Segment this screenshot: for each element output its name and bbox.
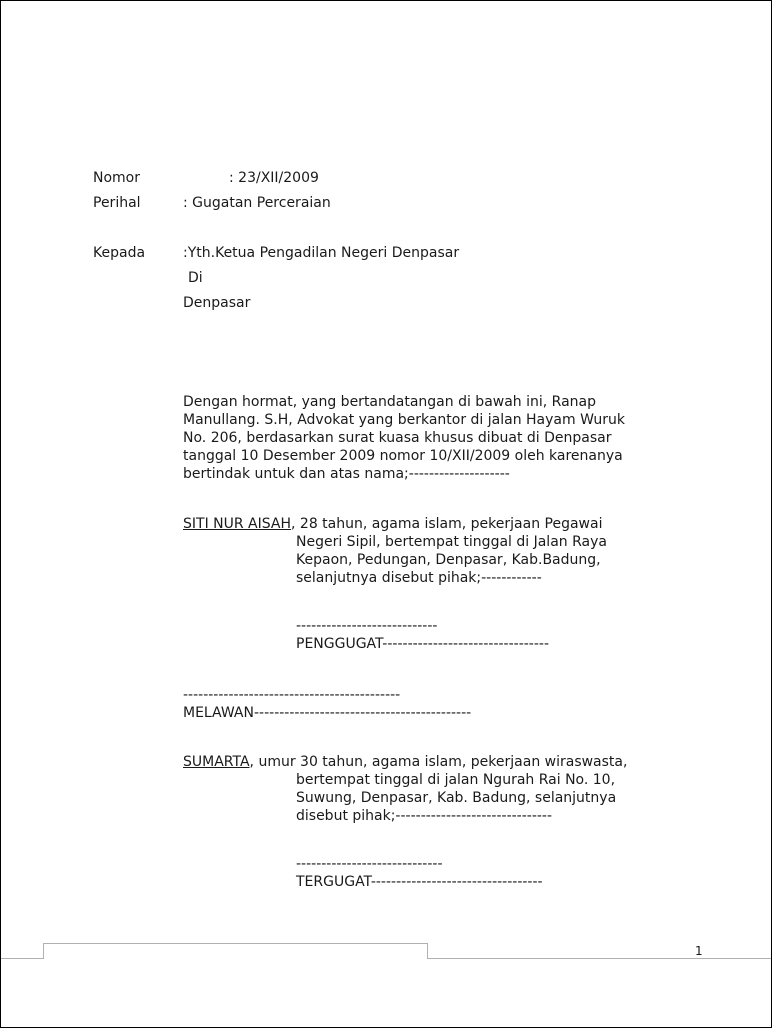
defendant-first-line <box>183 753 680 771</box>
intro-line: Dengan hormat, yang bertandatangan di bawah ini, Ranap <box>183 394 597 410</box>
kepada-recipient: :Yth.Ketua Pengadilan Negeri Denpasar <box>183 245 460 261</box>
perihal-label: Perihal <box>93 195 141 211</box>
plaintiff-dash-line: ---------------------------- <box>296 618 438 634</box>
intro-line: Manullang. S.H, Advokat yang berkantor di jalan Hayam Wuruk <box>183 412 626 428</box>
intro-line: No. 206, berdasarkan surat kuasa khusus dibuat di Denpasar <box>183 430 612 446</box>
kepada-city: Denpasar <box>183 295 251 311</box>
plaintiff-line: Kepaon, Pedungan, Denpasar, Kab.Badung, <box>296 552 601 568</box>
kepada-label: Kepada <box>93 245 146 261</box>
plaintiff-name: SITI NUR AISAH <box>183 516 292 532</box>
perihal-value: : Gugatan Perceraian <box>183 195 331 211</box>
plaintiff-details: , 28 tahun, agama islam, pekerjaan Pegawai <box>291 516 603 532</box>
defendant-details: , umur 30 tahun, agama islam, pekerjaan wiraswasta, <box>249 754 628 770</box>
defendant-line: Suwung, Denpasar, Kab. Badung, selanjutnya <box>296 790 617 806</box>
defendant-dash-line: ----------------------------- <box>296 856 443 872</box>
footer-tab <box>43 943 428 959</box>
versus-label: MELAWAN------------------------------------------- <box>183 705 472 721</box>
defendant-paragraph <box>296 771 680 825</box>
kepada-di: Di <box>188 270 203 286</box>
plaintiff-line: Negeri Sipil, bertempat tinggal di Jalan Raya <box>296 534 607 550</box>
intro-paragraph <box>183 393 680 483</box>
page-number: 1 <box>695 944 703 958</box>
intro-line: bertindak untuk dan atas nama;-------------------- <box>183 466 510 482</box>
defendant-role: TERGUGAT---------------------------------- <box>296 874 543 890</box>
plaintiff-line: selanjutnya disebut pihak;------------ <box>296 570 542 586</box>
nomor-value: : 23/XII/2009 <box>229 170 319 186</box>
plaintiff-paragraph <box>296 533 680 587</box>
intro-line: tanggal 10 Desember 2009 nomor 10/XII/2009 oleh karenanya <box>183 448 623 464</box>
nomor-label: Nomor <box>93 170 140 186</box>
plaintiff-role: PENGGUGAT--------------------------------- <box>296 636 550 652</box>
plaintiff-first-line <box>183 515 680 533</box>
defendant-line: bertempat tinggal di jalan Ngurah Rai No. 10, <box>296 772 616 788</box>
defendant-line: disebut pihak;------------------------------- <box>296 808 553 824</box>
defendant-name: SUMARTA <box>183 754 250 770</box>
versus-dash-line: ------------------------------------------- <box>183 687 401 703</box>
